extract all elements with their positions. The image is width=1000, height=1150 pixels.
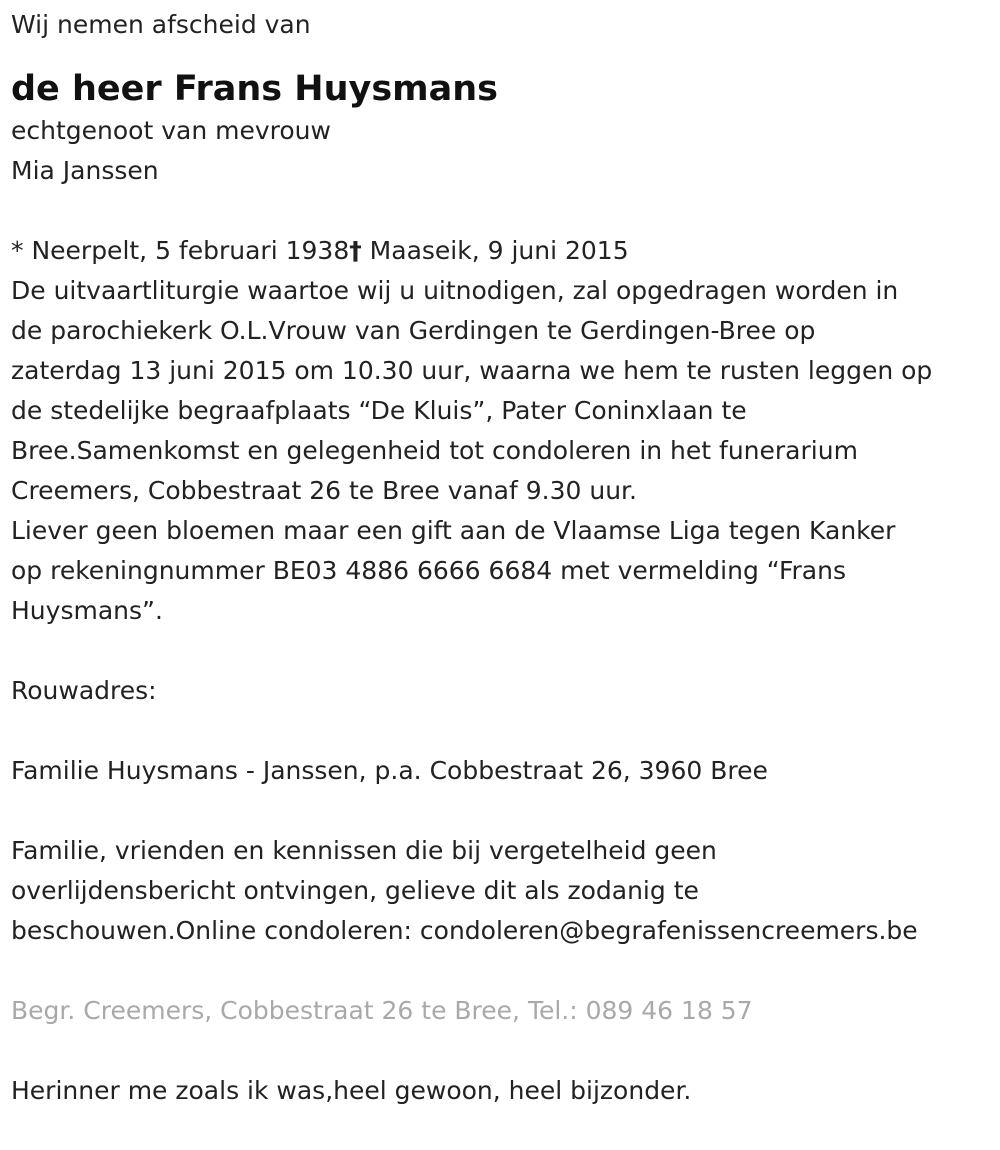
spacer	[11, 791, 1000, 831]
spacer	[11, 631, 1000, 671]
donation-line: Huysmans”.	[11, 596, 163, 625]
closing-line: beschouwen.Online condoleren: condoleren@begrafenissencreemers.be	[11, 916, 918, 945]
deceased-name: de heer Frans Huysmans	[11, 69, 498, 109]
intro-text: Wij nemen afscheid van	[11, 10, 311, 39]
ceremony-line: zaterdag 13 juni 2015 om 10.30 uur, waarna we hem te rusten leggen op	[11, 356, 933, 385]
spacer	[11, 1031, 1000, 1071]
mourning-address: Familie Huysmans - Janssen, p.a. Cobbestraat 26, 3960 Bree	[11, 756, 768, 785]
donation-line: Liever geen bloemen maar een gift aan de Vlaamse Liga tegen Kanker	[11, 516, 896, 545]
ceremony-line: Creemers, Cobbestraat 26 te Bree vanaf 9.30 uur.	[11, 476, 637, 505]
ceremony-line: de parochiekerk O.L.Vrouw van Gerdingen te Gerdingen-Bree op	[11, 316, 816, 345]
closing-line: overlijdensbericht ontvingen, gelieve dit als zodanig te	[11, 876, 699, 905]
ceremony-line: de stedelijke begraafplaats “De Kluis”, Pater Coninxlaan te	[11, 396, 747, 425]
spouse-name: Mia Janssen	[11, 156, 159, 185]
birth-info: * Neerpelt, 5 februari 1938	[11, 236, 350, 265]
spouse-label: echtgenoot van mevrouw	[11, 116, 331, 145]
ceremony-line: De uitvaartliturgie waartoe wij u uitnodigen, zal opgedragen worden in	[11, 276, 899, 305]
spacer	[11, 951, 1000, 991]
dagger-icon: †	[349, 236, 362, 265]
closing-line: Familie, vrienden en kennissen die bij vergetelheid geen	[11, 836, 717, 865]
birth-death-line	[11, 231, 1000, 271]
closing-paragraph	[11, 831, 1000, 951]
address-label: Rouwadres:	[11, 676, 157, 705]
donation-paragraph	[11, 511, 1000, 631]
death-info: Maaseik, 9 juni 2015	[361, 236, 629, 265]
funeral-home-info: Begr. Creemers, Cobbestraat 26 te Bree, Tel.: 089 46 18 57	[11, 996, 753, 1025]
memorial-quote: Herinner me zoals ik was,heel gewoon, heel bijzonder.	[11, 1076, 692, 1105]
ceremony-line: Bree.Samenkomst en gelegenheid tot condoleren in het funerarium	[11, 436, 858, 465]
spacer	[11, 711, 1000, 751]
ceremony-paragraph	[11, 271, 1000, 511]
spacer	[11, 191, 1000, 231]
donation-line: op rekeningnummer BE03 4886 6666 6684 met vermelding “Frans	[11, 556, 846, 585]
